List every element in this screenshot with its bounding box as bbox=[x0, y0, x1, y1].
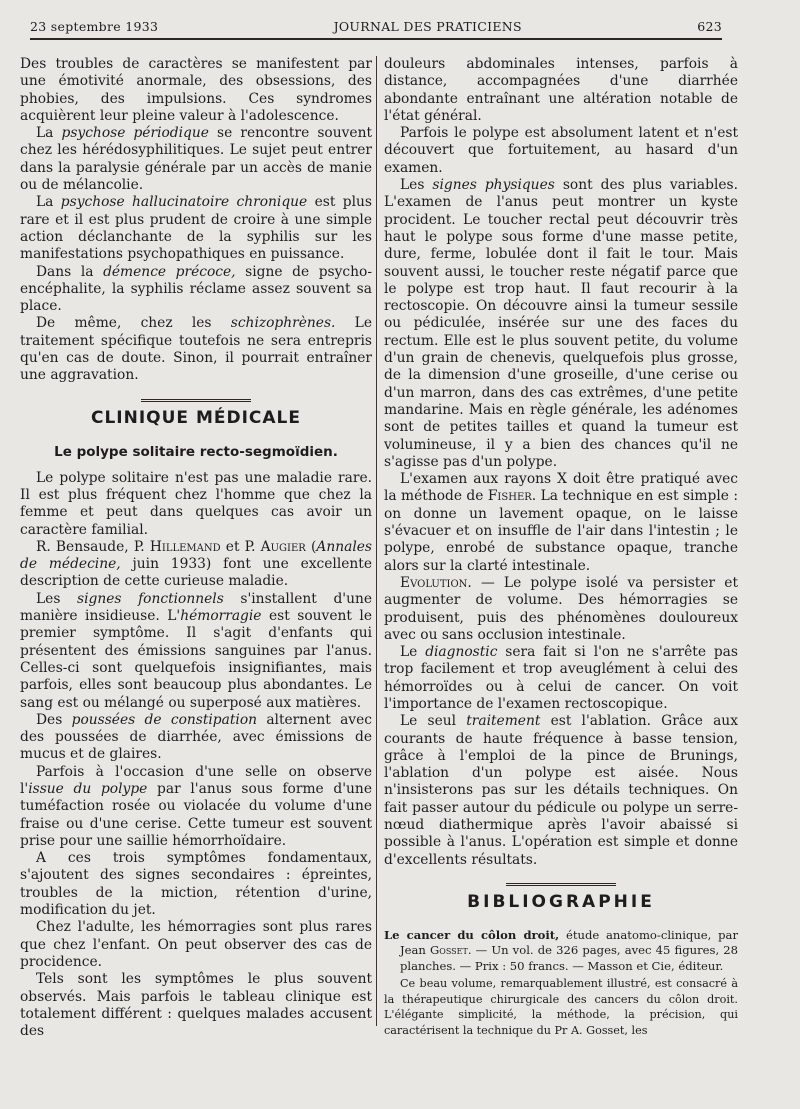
paragraph: R. Bensaude, P. Hillemand et P. Augier (Annales de médecine, juin 1933) font une excellente description de cette curieuse maladie. bbox=[20, 538, 372, 590]
bibliography-entry bbox=[384, 928, 738, 1039]
left-column bbox=[20, 56, 372, 1040]
paragraph: Parfois le polype est absolument latent et n'est découvert que fortuitement, au hasard d'un examen. bbox=[384, 125, 738, 176]
paragraph: Le seul traitement est l'ablation. Grâce aux courants de haute fréquence à basse tension, grâce à l'emploi de la pince de Brunings, l'ablation d'un polype est aisée. Nous n'insisterons pas sur les détails techniques. On fait passer autour du pédicule ou polype un serre-nœud diathermique après l'avoir abaissé si possible à l'anus. L'opération est simple et donne d'excellents résultats. bbox=[384, 713, 738, 868]
paragraph: Le diagnostic sera fait si l'on ne s'arrête pas trop facilement et trop aveuglément à celui des hémorroïdes ou à celui de cancer. On voit l'importance de l'examen rectoscopique. bbox=[384, 644, 738, 712]
paragraph: La psychose hallucinatoire chronique est plus rare et il est plus prudent de croire à une simple action déclanchante de la syphilis sur les manifestations psychopathiques en puissance. bbox=[20, 194, 372, 263]
header-page-number: 623 bbox=[697, 19, 722, 34]
column-divider bbox=[376, 56, 377, 1026]
paragraph: Le polype solitaire n'est pas une maladie rare. Il est plus fréquent chez l'homme que chez la femme et peut dans quelques cas avoir un caractère familial. bbox=[20, 469, 372, 538]
section-separator bbox=[506, 883, 616, 886]
paragraph: La psychose périodique se rencontre souvent chez les hérédosyphilitiques. Le sujet peut entrer dans la paralysie générale par un accès de manie ou de mélancolie. bbox=[20, 125, 373, 194]
paragraph: Tels sont les symptômes le plus souvent observés. Mais parfois le tableau clinique est totalement différent : quelques malades accusent des bbox=[20, 971, 372, 1040]
paragraph: Les signes physiques sont des plus variables. L'examen de l'anus peut montrer un kyste procident. Le toucher rectal peut découvrir très haut le polype sous forme d'une masse petite, dure, ferme, lobulée dont il fait le tour. Mais souvent aussi, le toucher reste négatif parce que le polype est trop haut. Il faut recourir à la rectoscopie. On découvre ainsi la tumeur sessile ou pédiculée, insérée sur une des faces du rectum. Elle est le plus souvent petite, du volume d'un grain de chenevis, quelquefois plus grosse, de la dimension d'une groseille, d'une cerise ou d'un marron, dans des cas extrêmes, d'une petite mandarine. Mais en règle générale, les adénomes sont de petites tailles et quand la tumeur est volumineuse, il y a bien des chances qu'il ne s'agisse pas d'un polype. bbox=[384, 177, 739, 470]
paragraph: L'examen aux rayons X doit être pratiqué avec la méthode de Fisher. La technique en est simple : on donne un lavement opaque, on le laisse s'évacuer et on insuffle de l'air dans l'intestin ; le polype, enrobé de substance opaque, tranche alors sur la clarté intestinale. bbox=[384, 471, 738, 574]
article-title: Le polype solitaire recto-segmoïdien. bbox=[54, 443, 338, 460]
paragraph: Des troubles de caractères se manifestent par une émotivité anormale, des obsessions, des phobies, des impulsions. Ces syndromes acquièrent leur pleine valeur à l'adolescence. bbox=[20, 56, 372, 124]
paragraph: A ces trois symptômes fondamentaux, s'ajoutent des signes secondaires : épreintes, troubles de la miction, rétention d'urine, modification du jet. bbox=[20, 850, 372, 919]
section-separator bbox=[141, 399, 251, 402]
bibliography-title: BIBLIOGRAPHIE bbox=[467, 891, 655, 912]
running-header bbox=[30, 19, 722, 34]
paragraph: Dans la démence précoce, signe de psycho-encéphalite, la syphilis réclame assez souvent sa place. bbox=[20, 263, 372, 315]
header-journal-name: JOURNAL DES PRATICIENS bbox=[333, 19, 522, 34]
section-title: CLINIQUE MÉDICALE bbox=[90, 407, 302, 428]
bibliography-review: Ce beau volume, remarquablement illustré, est consacré à la thérapeutique chirurgicale des cancers du côlon droit. L'élégante simplicité, la méthode, la précision, qui caractérisent la technique du Pr A. Gosset, les bbox=[384, 977, 738, 1037]
paragraph: Des poussées de constipation alternent avec des poussées de diarrhée, avec émissions de mucus et de glaires. bbox=[20, 711, 372, 763]
paragraph: De même, chez les schizophrènes. Le traitement spécifique toutefois ne sera entrepris qu'en cas de doute. Sinon, il pourrait entraîner une aggravation. bbox=[20, 315, 372, 384]
paragraph: Les signes fonctionnels s'installent d'une manière insidieuse. L'hémorragie est souvent le premier symptôme. Il s'agit d'enfants qui présentent des émissions sanguines par l'anus. Celles-ci sont quelquefois insignifiantes, mais parfois, elles sont beaucoup plus abondantes. Le sang est ou mélangé ou superposé aux matières. bbox=[20, 590, 373, 711]
bibliography-citation: Le cancer du côlon droit, étude anatomo-clinique, par Jean Gosset. — Un vol. de 326 pages, avec 45 figures, 28 planches. — Prix : 50 francs. — Masson et Cie, éditeur. bbox=[384, 927, 738, 973]
header-date: 23 septembre 1933 bbox=[30, 19, 159, 34]
paragraph: Chez l'adulte, les hémorragies sont plus rares que chez l'enfant. On peut observer des cas de procidence. bbox=[20, 919, 372, 970]
header-rule bbox=[30, 38, 722, 40]
paragraph: Parfois à l'occasion d'une selle on observe l'issue du polype par l'anus sous forme d'une tuméfaction rosée ou violacée du volume d'une fraise ou d'une cerise. Cette tumeur est souvent prise pour une saillie hémorrhoïdaire. bbox=[20, 763, 372, 849]
paragraph: Evolution. — Le polype isolé va persister et augmenter de volume. Des hémorragies se produisent, puis des phénomènes douloureux avec ou sans occlusion intestinale. bbox=[384, 574, 738, 643]
right-column bbox=[384, 56, 738, 1038]
paragraph: douleurs abdominales intenses, parfois à distance, accompagnées d'une diarrhée abondante entraînant une altération notable de l'état général. bbox=[384, 56, 738, 124]
